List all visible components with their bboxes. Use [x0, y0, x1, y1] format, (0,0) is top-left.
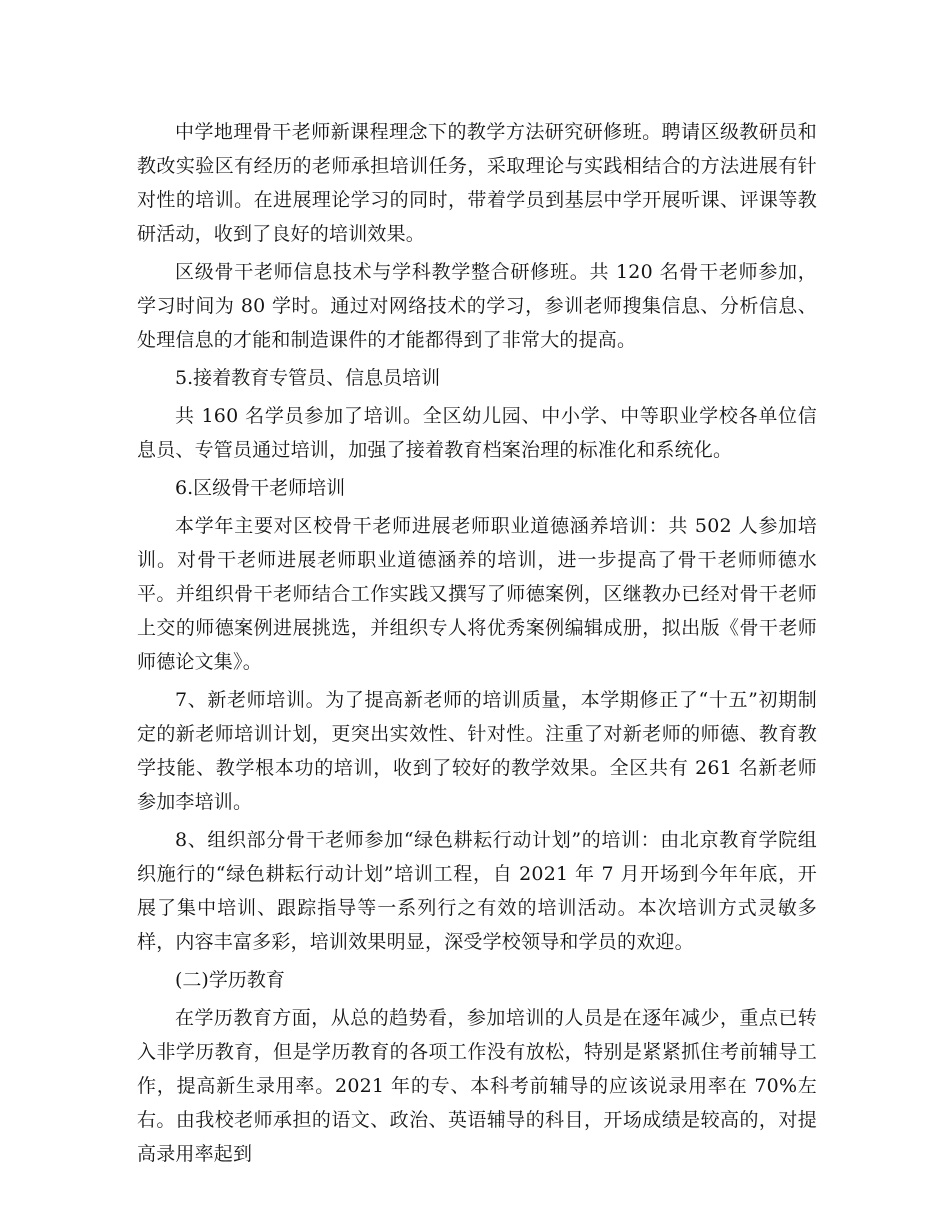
- paragraph: 7、新老师培训。为了提高新老师的培训质量，本学期修正了“十五”初期制定的新老师培训计划，更突出实效性、针对性。注重了对新老师的师德、教育教学技能、教学根本功的培训，收到了较好的教学效果。全区共有 261 名新老师参加李培训。: [137, 689, 817, 813]
- paragraph: 在学历教育方面，从总的趋势看，参加培训的人员是在逐年减少，重点已转入非学历教育，但是学历教育的各项工作没有放松，特别是紧紧抓住考前辅导工作，提高新生录用率。2021 年的专、本科考前辅导的应该说录用率在 70%左右。由我校老师承担的语文、政治、英语辅导的科目，开场成绩是较高的，对提高录用率起到: [137, 1007, 817, 1165]
- paragraph: 区级骨干老师信息技术与学科教学整合研修班。共 120 名骨干老师参加，学习时间为 80 学时。通过对网络技术的学习，参训老师搜集信息、分析信息、处理信息的才能和制造课件的才能都得到了非常大的提高。: [137, 261, 817, 351]
- section-heading: (二)学历教育: [175, 969, 285, 991]
- paragraph: 8、组织部分骨干老师参加“绿色耕耘行动计划”的培训：由北京教育学院组织施行的“绿色耕耘行动计划”培训工程，自 2021 年 7 月开场到今年年底，开展了集中培训、跟踪指导等一系列行之有效的培训活动。本次培训方式灵敏多样，内容丰富多彩，培训效果明显，深受学校领导和学员的欢迎。: [137, 829, 817, 953]
- paragraph: 共 160 名学员参加了培训。全区幼儿园、中小学、中等职业学校各单位信息员、专管员通过培训，加强了接着教育档案治理的标准化和系统化。: [137, 405, 817, 461]
- document-page: [137, 115, 817, 1175]
- section-heading: 5.接着教育专管员、信息员培训: [175, 367, 441, 389]
- paragraph: 中学地理骨干老师新课程理念下的教学方法研究研修班。聘请区级教研员和教改实验区有经历的老师承担培训任务，采取理论与实践相结合的方法进展有针对性的培训。在进展理论学习的同时，带着学员到基层中学开展听课、评课等教研活动，收到了良好的培训效果。: [137, 121, 817, 245]
- section-heading: 6.区级骨干老师培训: [175, 477, 346, 499]
- paragraph: 本学年主要对区校骨干老师进展老师职业道德涵养培训：共 502 人参加培训。对骨干老师进展老师职业道德涵养的培训，进一步提高了骨干老师师德水平。并组织骨干老师结合工作实践又撰写了师德案例，区继教办已经对骨干老师上交的师德案例进展挑选，并组织专人将优秀案例编辑成册，拟出版《骨干老师师德论文集》。: [137, 515, 817, 673]
